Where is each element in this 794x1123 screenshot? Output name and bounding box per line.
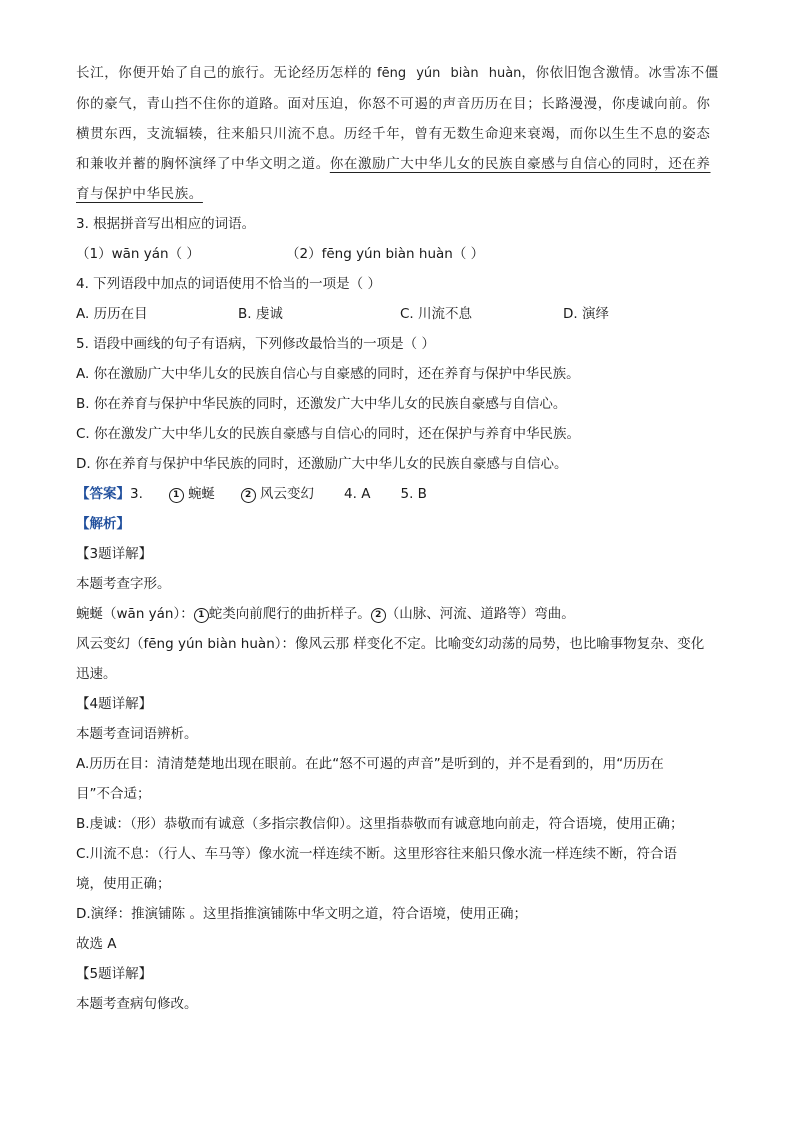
question-5-detail-intro: 本题考查病句修改。 — [76, 996, 198, 1012]
answer-label: 【答案】 — [76, 486, 130, 502]
passage-text: ，你依旧饱含激情。冰雪冻不僵 — [521, 65, 719, 81]
option-b: B. 虔诚 — [238, 306, 283, 322]
passage-text: 和兼收并蓄的胸怀演绎了中华文明之道。 — [76, 156, 330, 172]
question-4-detail-c-2: 境，使用正确； — [76, 876, 171, 892]
passage-line-5 — [76, 179, 716, 209]
question-3-stem: 3. 根据拼音写出相应的词语。 — [76, 216, 256, 232]
option-c: C. 你在激发广大中华儿女的民族自豪感与自信心的同时，还在保护与养育中华民族。 — [76, 426, 581, 442]
option-a: A. 你在激励广大中华儿女的民族自信心与自豪感的同时，还在养育与保护中华民族。 — [76, 366, 580, 382]
question-3-items — [76, 239, 716, 269]
option-d: D. 演绎 — [563, 306, 609, 322]
question-4-conclusion: 故选 A — [76, 936, 117, 952]
circled-number-2: 2 — [371, 608, 386, 623]
question-3-item-2: （2）fēng yún biàn huàn（ ） — [286, 246, 485, 262]
circled-number-2: 2 — [241, 488, 256, 503]
answer-3-1: 蜿蜒 — [187, 486, 215, 502]
question-3-detail-heading: 【3题详解】 — [76, 546, 153, 562]
answer-5: 5. B — [400, 486, 427, 502]
question-4-detail-b: B.虔诚：（形）恭敬而有诚意（多指宗教信仰）。这里指恭敬而有诚意地向前走，符合语境，使用正确； — [76, 816, 684, 832]
answer-prefix: 3. — [130, 486, 143, 502]
analysis-heading: 【解析】 — [76, 516, 130, 532]
circled-number-1: 1 — [194, 608, 209, 623]
option-d: D. 你在养育与保护中华民族的同时，还激励广大中华儿女的民族自豪感与自信心。 — [76, 456, 568, 472]
question-3-detail-line-3: 迅速。 — [76, 666, 117, 682]
question-3-detail-line-1 — [76, 599, 716, 629]
underlined-sentence: 育与保护中华民族。 — [76, 186, 203, 202]
question-4-detail-intro: 本题考查词语辨析。 — [76, 726, 198, 742]
definition-term: 蜿蜒（wān yán）： — [76, 606, 194, 622]
question-5-stem: 5. 语段中画线的句子有语病，下列修改最恰当的一项是（ ） — [76, 336, 435, 352]
question-4-detail-a-1: A.历历在目：清清楚楚地出现在眼前。在此“怒不可遏的声音”是听到的，并不是看到的，用“历历在 — [76, 756, 664, 772]
definition-text: （山脉、河流、道路等）弯曲。 — [385, 606, 575, 622]
passage-pinyin: fēng yún biàn huàn — [377, 66, 522, 81]
question-4-detail-c-1: C.川流不息：（行人、车马等）像水流一样连续不断。这里形容往来船只像水流一样连续不断，符合语 — [76, 846, 677, 862]
question-4-detail-heading: 【4题详解】 — [76, 696, 153, 712]
passage-line-1 — [76, 58, 719, 89]
option-c: C. 川流不息 — [400, 306, 473, 322]
passage-text: 长江，你便开始了自己的旅行。无论经历怎样的 — [76, 65, 373, 81]
passage-line-3: 横贯东西，支流辐辏，往来船只川流不息。历经千年，曾有无数生命迎来衰竭，而你以生生不息的姿态 — [76, 126, 711, 142]
question-3-detail-line-2: 风云变幻（fēng yún biàn huàn）：像风云那 样变化不定。比喻变幻动荡的局势，也比喻事物复杂、变化 — [76, 636, 705, 652]
question-5-detail-heading: 【5题详解】 — [76, 966, 153, 982]
analysis-label — [76, 509, 716, 539]
underlined-sentence: 你在激励广大中华儿女的民族自豪感与自信心的同时，还在养 — [329, 156, 711, 172]
question-3-item-1: （1）wān yán（ ） — [76, 246, 200, 262]
document-page — [76, 58, 719, 1019]
question-3-detail-intro: 本题考查字形。 — [76, 576, 171, 592]
answer-3-2: 风云变幻 — [259, 486, 314, 502]
question-4-stem: 4. 下列语段中加点的词语使用不恰当的一项是（ ） — [76, 276, 381, 292]
question-4-detail-d: D.演绎：推演铺陈 。这里指推演铺陈中华文明之道，符合语境，使用正确； — [76, 906, 527, 922]
question-4-options — [76, 299, 716, 329]
answer-4: 4. A — [344, 486, 371, 502]
answer-line — [76, 479, 716, 509]
passage-line-2: 你的豪气，青山挡不住你的道路。面对压迫，你怒不可遏的声音历历在目；长路漫漫，你虔诚向前。你 — [76, 96, 711, 112]
definition-text: 蛇类向前爬行的曲折样子。 — [208, 606, 371, 622]
question-4-detail-a-2: 目”不合适； — [76, 786, 151, 802]
passage-line-4 — [76, 149, 716, 179]
reading-passage — [76, 58, 719, 209]
option-b: B. 你在养育与保护中华民族的同时，还激发广大中华儿女的民族自豪感与自信心。 — [76, 396, 567, 412]
circled-number-1: 1 — [169, 488, 184, 503]
option-a: A. 历历在目 — [76, 306, 148, 322]
